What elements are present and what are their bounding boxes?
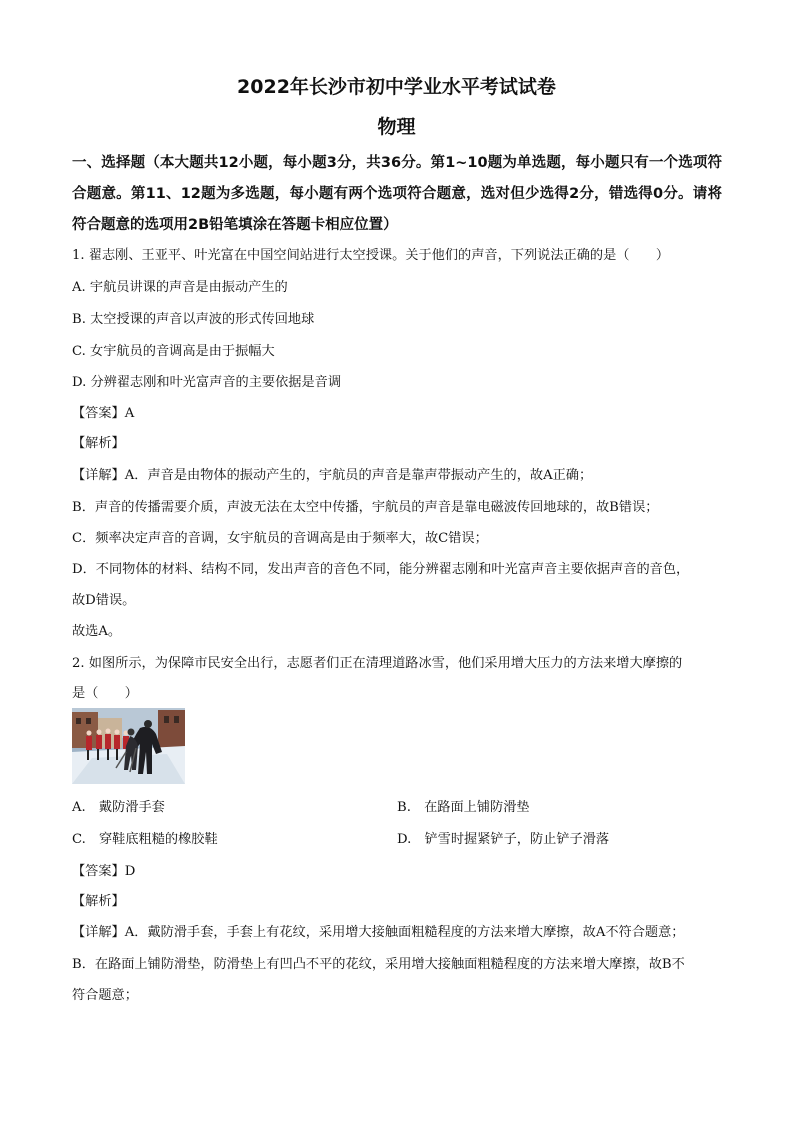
q2-detail-line: B．在路面上铺防滑垫，防滑垫上有凹凸不平的花纹，采用增大接触面粗糙程度的方法来增大摩擦，故B不 (72, 957, 685, 972)
subject-title: 物理 (377, 116, 416, 138)
q1-detail-line: 故D错误。 (72, 593, 136, 608)
q1-detail-line: 故选A。 (72, 624, 122, 639)
q2-answer: 【答案】D (72, 864, 136, 879)
q2-option-b: B. 在路面上铺防滑垫 (397, 800, 530, 815)
q2-detail-line: 【详解】A．戴防滑手套，手套上有花纹，采用增大接触面粗糙程度的方法来增大摩擦，故A不符合题意； (72, 925, 685, 940)
q1-option-d: D. 分辨翟志刚和叶光富声音的主要依据是音调 (72, 375, 342, 390)
q1-analysis-label: 【解析】 (72, 436, 125, 451)
q1-stem: 1. 翟志刚、王亚平、叶光富在中国空间站进行太空授课。关于他们的声音，下列说法正确的是（ ） (72, 248, 670, 263)
q1-detail-line: D．不同物体的材料、结构不同，发出声音的音色不同，能分辨翟志刚和叶光富声音主要依据声音的音色， (72, 562, 690, 577)
section-header: 一、选择题（本大题共12小题，每小题3分，共36分。第1~10题为单选题，每小题只有一个选项符合题意。第11、12题为多选题，每小题有两个选项符合题意，选对但少选得2分，错选得0分。请将符合题意的选项用2B铅笔填涂在答题卡相应位置） (72, 155, 722, 233)
q2-option-a: A. 戴防滑手套 (72, 800, 165, 815)
q2-option-d: D. 铲雪时握紧铲子，防止铲子滑落 (397, 832, 610, 847)
q2-option-c: C. 穿鞋底粗糙的橡胶鞋 (72, 832, 218, 847)
q1-option-a: A. 宇航员讲课的声音是由振动产生的 (72, 280, 288, 295)
q2-stem: 2. 如图所示，为保障市民安全出行，志愿者们正在清理道路冰雪，他们采用增大压力的方法来增大摩擦的 (72, 656, 683, 671)
q1-option-b: B. 太空授课的声音以声波的形式传回地球 (72, 312, 315, 327)
q1-detail-line: B．声音的传播需要介质，声波无法在太空中传播，宇航员的声音是靠电磁波传回地球的，故B错误； (72, 500, 659, 515)
exam-title: 2022年长沙市初中学业水平考试试卷 (237, 76, 556, 98)
q2-detail-line: 符合题意； (72, 988, 138, 1003)
q1-detail-line: 【详解】A．声音是由物体的振动产生的，宇航员的声音是靠声带振动产生的，故A正确； (72, 468, 593, 483)
q1-answer: 【答案】A (72, 406, 135, 421)
snow-clearing-photo (72, 708, 185, 784)
q2-analysis-label: 【解析】 (72, 894, 125, 909)
q2-stem-continued: 是（ ） (72, 686, 138, 701)
q1-detail-line: C．频率决定声音的音调，女宇航员的音调高是由于频率大，故C错误； (72, 531, 488, 546)
q1-option-c: C. 女宇航员的音调高是由于振幅大 (72, 344, 275, 359)
